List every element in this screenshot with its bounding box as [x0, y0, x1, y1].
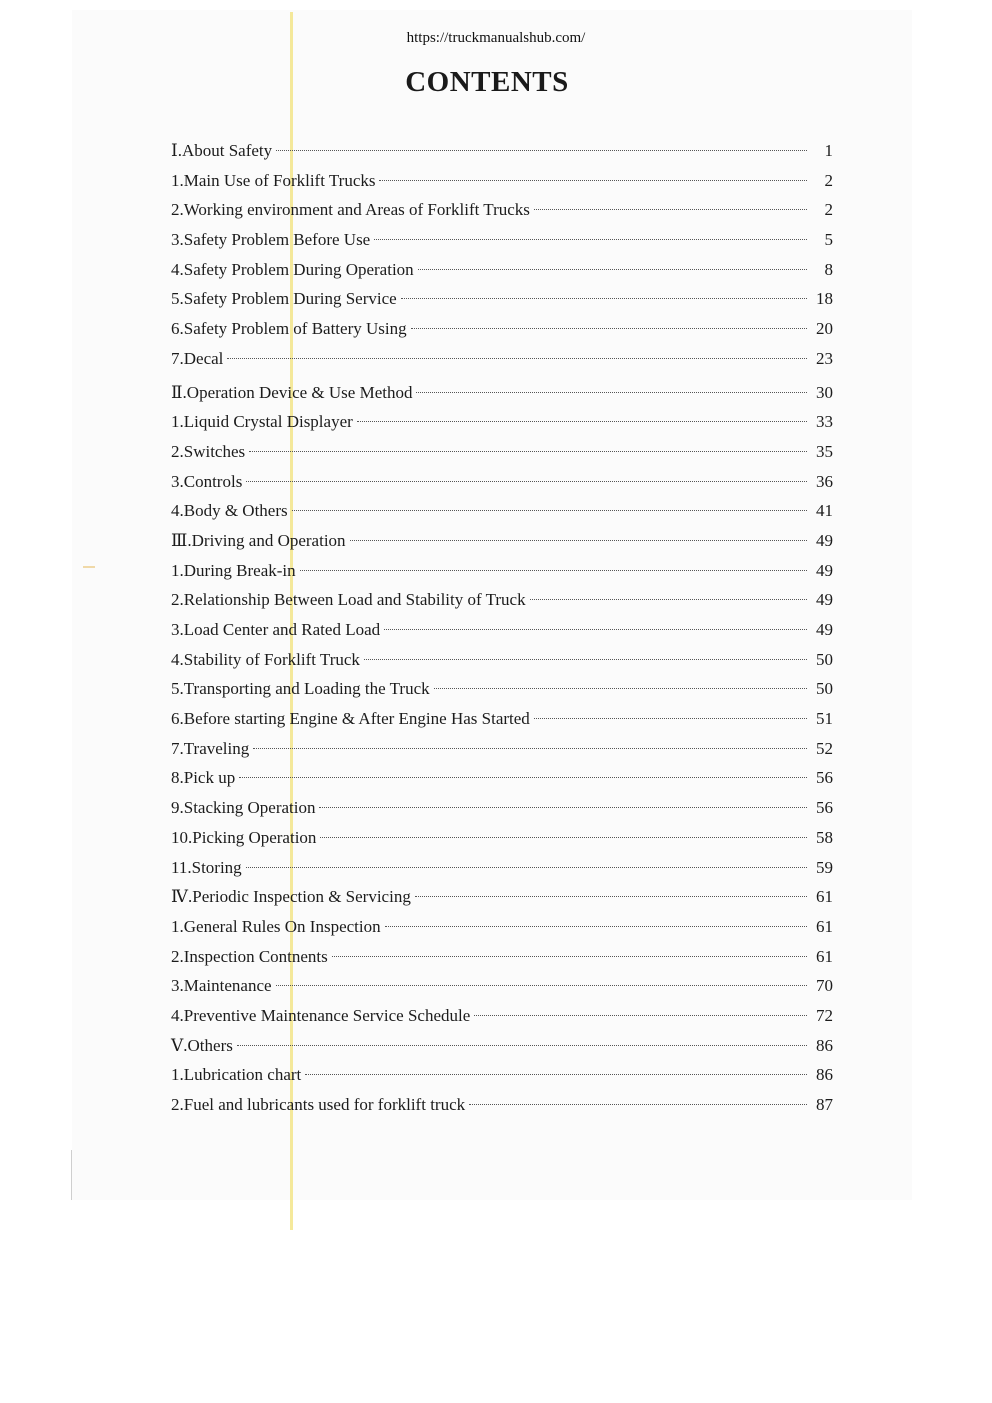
- toc-entry-page: 36: [816, 471, 833, 491]
- toc-entry-title: 10.Picking Operation: [171, 827, 317, 847]
- toc-entry[interactable]: [171, 319, 833, 349]
- toc-dot-leader: [276, 150, 807, 151]
- toc-entry-title: 6.Safety Problem of Battery Using: [171, 319, 407, 339]
- toc-dot-leader: [246, 867, 807, 868]
- toc-dot-leader: [418, 269, 807, 270]
- toc-dot-leader: [385, 926, 807, 927]
- toc-entry-title: 1.Lubrication chart: [171, 1065, 302, 1085]
- toc-entry-title: 8.Pick up: [171, 768, 236, 788]
- toc-dot-leader: [379, 180, 807, 181]
- toc-entry[interactable]: [171, 828, 833, 858]
- toc-entry-page: 61: [816, 916, 833, 936]
- toc-entry[interactable]: [171, 650, 833, 680]
- toc-entry-title: 2.Fuel and lubricants used for forklift truck: [171, 1095, 466, 1114]
- toc-entry-title: Ⅲ.Driving and Operation: [171, 530, 346, 550]
- toc-entry-title: 9.Stacking Operation: [171, 798, 316, 818]
- toc-dot-leader: [401, 298, 807, 299]
- toc-entry-page: 58: [816, 827, 833, 847]
- toc-entry[interactable]: [171, 739, 833, 769]
- toc-entry-page: 49: [816, 530, 833, 550]
- toc-dot-leader: [305, 1074, 807, 1075]
- toc-entry-page: 20: [816, 319, 833, 339]
- toc-entry-page: 18: [816, 289, 833, 309]
- toc-entry-title: 3.Load Center and Rated Load: [171, 620, 381, 639]
- toc-entry[interactable]: [171, 620, 833, 650]
- toc-dot-leader: [384, 629, 807, 630]
- scan-edge-mark: [71, 1150, 72, 1200]
- toc-entry-page: 30: [816, 382, 833, 402]
- toc-entry-title: 5.Safety Problem During Service: [171, 289, 397, 309]
- toc-entry[interactable]: [171, 383, 833, 413]
- toc-entry-title: 3.Maintenance: [171, 976, 272, 996]
- toc-entry-page: 50: [816, 649, 833, 669]
- toc-entry[interactable]: [171, 349, 833, 379]
- toc-entry-title: 6.Before starting Engine & After Engine Has Started: [171, 709, 530, 729]
- toc-dot-leader: [227, 358, 807, 359]
- toc-entry-title: 7.Decal: [171, 348, 224, 368]
- toc-dot-leader: [276, 985, 807, 986]
- toc-entry[interactable]: [171, 858, 833, 888]
- toc-dot-leader: [319, 807, 807, 808]
- toc-entry-title: 7.Traveling: [171, 738, 250, 758]
- toc-entry-title: 1.Liquid Crystal Displayer: [171, 412, 353, 432]
- toc-entry[interactable]: [171, 947, 833, 977]
- toc-entry-page: 41: [816, 501, 833, 521]
- toc-dot-leader: [415, 896, 807, 897]
- toc-entry-title: 1.General Rules On Inspection: [171, 916, 381, 936]
- toc-entry-page: 8: [824, 259, 833, 279]
- toc-entry-page: 23: [816, 348, 833, 368]
- table-of-contents: [171, 141, 833, 1125]
- toc-entry-page: 59: [816, 857, 833, 877]
- toc-entry-title: Ⅱ.Operation Device & Use Method: [171, 382, 413, 402]
- toc-dot-leader: [300, 570, 807, 571]
- toc-entry-page: 61: [816, 887, 833, 907]
- toc-dot-leader: [411, 328, 807, 329]
- toc-entry-page: 2: [824, 170, 833, 190]
- toc-entry[interactable]: [171, 1006, 833, 1036]
- toc-entry-title: Ⅴ.Others: [171, 1035, 233, 1055]
- toc-dot-leader: [357, 421, 807, 422]
- toc-dot-leader: [416, 392, 807, 393]
- toc-entry-page: 86: [816, 1035, 833, 1055]
- toc-entry-page: 56: [816, 798, 833, 818]
- toc-entry[interactable]: [171, 289, 833, 319]
- toc-entry-title: Ⅰ.About Safety: [171, 141, 273, 160]
- toc-dot-leader: [364, 659, 807, 660]
- toc-entry-page: 5: [824, 230, 833, 250]
- toc-entry-title: 3.Controls: [171, 471, 243, 491]
- toc-entry[interactable]: [171, 590, 833, 620]
- toc-entry-page: 52: [816, 738, 833, 758]
- toc-entry[interactable]: [171, 798, 833, 828]
- toc-dot-leader: [374, 239, 807, 240]
- toc-entry-title: 2.Switches: [171, 441, 246, 461]
- toc-dot-leader: [534, 718, 807, 719]
- source-url[interactable]: https://truckmanualshub.com/: [406, 30, 586, 46]
- toc-dot-leader: [253, 748, 807, 749]
- toc-dot-leader: [469, 1104, 807, 1105]
- toc-entry-title: 4.Stability of Forklift Truck: [171, 649, 360, 669]
- toc-dot-leader: [292, 510, 807, 511]
- toc-entry-title: 11.Storing: [171, 857, 242, 877]
- toc-entry-title: 2.Relationship Between Load and Stability of Truck: [171, 590, 526, 610]
- toc-dot-leader: [530, 599, 807, 600]
- toc-entry[interactable]: [171, 709, 833, 739]
- toc-entry-page: 70: [816, 976, 833, 996]
- toc-entry[interactable]: [171, 1095, 833, 1125]
- toc-entry[interactable]: [171, 561, 833, 591]
- toc-entry[interactable]: [171, 531, 833, 561]
- toc-entry-title: 5.Transporting and Loading the Truck: [171, 679, 430, 699]
- toc-entry-page: 87: [816, 1095, 833, 1114]
- toc-entry-page: 50: [816, 679, 833, 699]
- toc-entry[interactable]: [171, 679, 833, 709]
- toc-dot-leader: [474, 1015, 807, 1016]
- toc-entry[interactable]: [171, 976, 833, 1006]
- toc-entry-page: 35: [816, 441, 833, 461]
- toc-entry-title: 2.Inspection Contnents: [171, 946, 328, 966]
- toc-entry[interactable]: [171, 1065, 833, 1095]
- toc-dot-leader: [239, 777, 807, 778]
- toc-entry-title: 4.Body & Others: [171, 501, 288, 521]
- toc-entry-page: 1: [824, 141, 833, 160]
- toc-entry-page: 33: [816, 412, 833, 432]
- toc-entry-page: 86: [816, 1065, 833, 1085]
- toc-entry[interactable]: [171, 917, 833, 947]
- toc-entry-page: 49: [816, 620, 833, 639]
- toc-dot-leader: [246, 481, 807, 482]
- toc-dot-leader: [249, 451, 807, 452]
- toc-entry-page: 49: [816, 590, 833, 610]
- toc-entry[interactable]: [171, 768, 833, 798]
- toc-entry-page: 61: [816, 946, 833, 966]
- toc-entry[interactable]: [171, 887, 833, 917]
- scan-stray-mark: [83, 566, 95, 568]
- toc-entry[interactable]: [171, 472, 833, 502]
- toc-entry[interactable]: [171, 1036, 833, 1066]
- toc-dot-leader: [332, 956, 807, 957]
- toc-entry[interactable]: [171, 260, 833, 290]
- toc-dot-leader: [237, 1045, 807, 1046]
- toc-dot-leader: [350, 540, 807, 541]
- toc-entry-title: 1.During Break-in: [171, 560, 296, 580]
- toc-entry-page: 2: [824, 200, 833, 220]
- toc-entry-title: 2.Working environment and Areas of Forklift Trucks: [171, 200, 530, 220]
- toc-dot-leader: [434, 688, 807, 689]
- toc-entry-page: 72: [816, 1005, 833, 1025]
- toc-entry[interactable]: [171, 171, 833, 201]
- toc-entry-title: Ⅳ.Periodic Inspection & Servicing: [171, 887, 411, 907]
- toc-dot-leader: [534, 209, 807, 210]
- toc-entry[interactable]: [171, 230, 833, 260]
- toc-entry[interactable]: [171, 412, 833, 442]
- toc-entry-title: 4.Preventive Maintenance Service Schedule: [171, 1005, 471, 1025]
- toc-entry-title: 1.Main Use of Forklift Trucks: [171, 170, 376, 190]
- toc-entry[interactable]: [171, 200, 833, 230]
- toc-entry-page: 51: [816, 709, 833, 729]
- toc-entry-title: 4.Safety Problem During Operation: [171, 259, 414, 279]
- page-title: CONTENTS: [405, 66, 569, 98]
- toc-dot-leader: [320, 837, 807, 838]
- toc-entry-page: 56: [816, 768, 833, 788]
- toc-entry-page: 49: [816, 560, 833, 580]
- toc-entry[interactable]: [171, 442, 833, 472]
- toc-entry[interactable]: [171, 141, 833, 171]
- toc-entry[interactable]: [171, 501, 833, 531]
- toc-entry-title: 3.Safety Problem Before Use: [171, 230, 371, 250]
